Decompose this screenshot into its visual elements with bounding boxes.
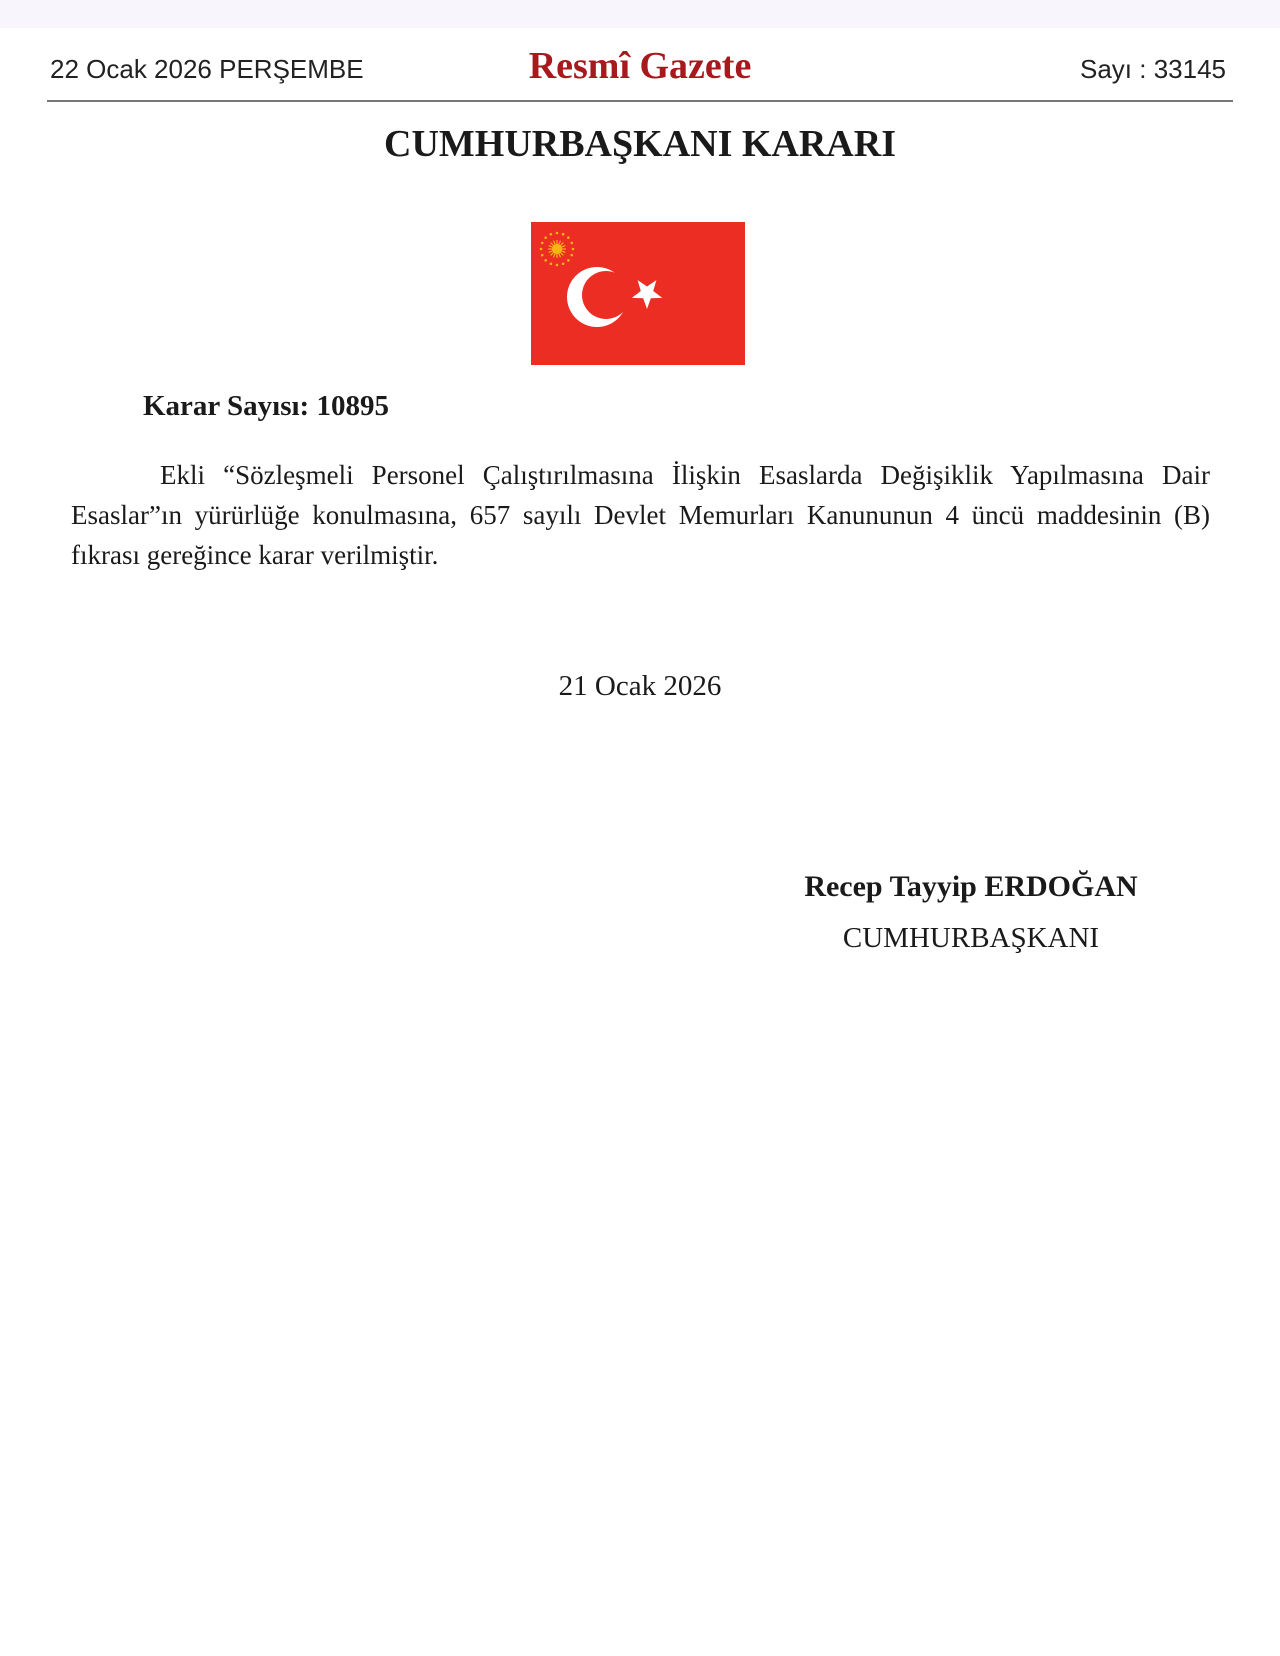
top-bar: [0, 0, 1280, 28]
emblem-star: [550, 233, 553, 236]
emblem-star: [544, 236, 547, 239]
issue-number: Sayı : 33145: [1080, 54, 1226, 84]
emblem-star: [567, 259, 570, 262]
issue-date: 22 Ocak 2026 PERŞEMBE: [50, 54, 364, 84]
emblem-star: [567, 236, 570, 239]
decision-date: 21 Ocak 2026: [558, 670, 722, 702]
emblem-star: [562, 233, 565, 236]
emblem-star: [541, 242, 544, 245]
emblem-star: [540, 248, 543, 251]
emblem-star: [570, 254, 573, 257]
emblem-star: [550, 262, 553, 265]
masthead-title: Resmî Gazete: [528, 45, 752, 87]
header-divider: [47, 100, 1233, 102]
presidential-flag-icon: [531, 222, 745, 365]
emblem-star: [570, 242, 573, 245]
emblem-star: [556, 264, 559, 267]
emblem-star: [556, 232, 559, 235]
signatory-name: Recep Tayyip ERDOĞAN: [804, 870, 1138, 903]
emblem-star: [562, 262, 565, 265]
emblem-star: [541, 254, 544, 257]
decision-number: Karar Sayısı: 10895: [143, 390, 389, 422]
emblem-star: [572, 248, 575, 251]
signatory-title: CUMHURBAŞKANI: [842, 922, 1100, 954]
decision-body: Ekli “Sözleşmeli Personel Çalıştırılmasına İlişkin Esaslarda Değişiklik Yapılmasına Dair Esaslar”ın yürürlüğe konulmasına, 657 sayılı Devlet Memurları Kanununun 4 üncü maddesinin (B) fıkrası gereğince karar verilmiştir.: [71, 460, 1210, 570]
emblem-star: [544, 259, 547, 262]
document-title: CUMHURBAŞKANI KARARI: [384, 123, 896, 165]
